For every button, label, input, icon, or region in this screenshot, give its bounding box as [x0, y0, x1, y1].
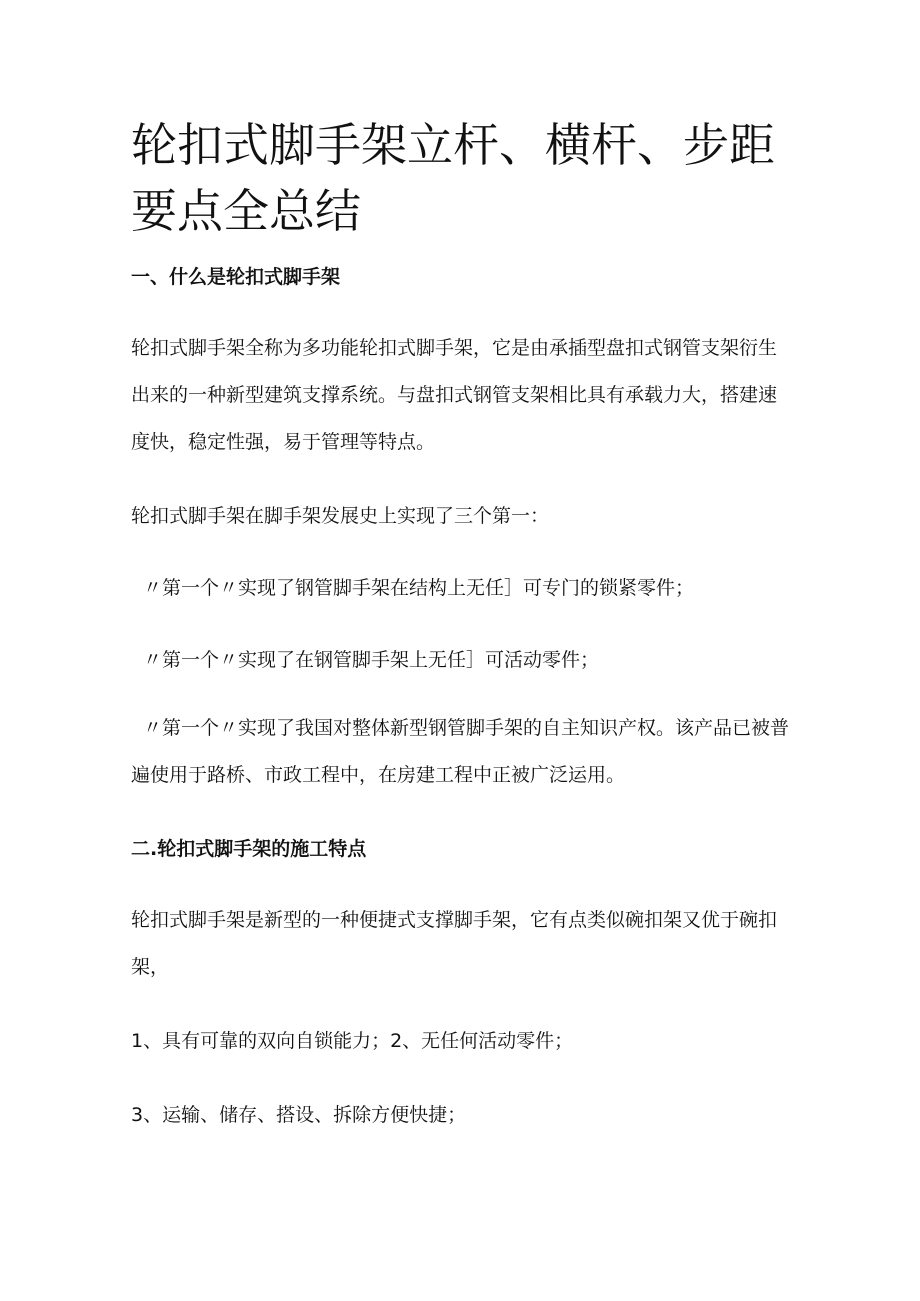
- paragraph-first-3: 〃第一个〃实现了我国对整体新型钢管脚手架的自主知识产权。该产品已被普遍使用于路桥、市政工程中，在房建工程中正被广泛运用。: [131, 717, 790, 786]
- paragraph-three-firsts-intro: 轮扣式脚手架在脚手架发展史上实现了三个第一：: [131, 505, 550, 527]
- section-heading-features: 二.轮扣式脚手架的施工特点: [131, 838, 367, 860]
- paragraph-first-2: 〃第一个〃实现了在钢管脚手架上无任］可活动零件；: [143, 649, 600, 671]
- paragraph-feature-1-2: 1、具有可靠的双向自锁能力；2、无任何活动零件；: [131, 1030, 574, 1052]
- paragraph-features-intro: 轮扣式脚手架是新型的一种便捷式支撑脚手架，它有点类似碗扣架又优于碗扣架，: [131, 909, 778, 978]
- paragraph-first-1: 〃第一个〃实现了钢管脚手架在结构上无任］可专门的锁紧零件；: [143, 577, 695, 599]
- paragraph-definition: 轮扣式脚手架全称为多功能轮扣式脚手架，它是由承插型盘扣式钢管支架衍生出来的一种新型建筑支撑系统。与盘扣式钢管支架相比具有承载力大，搭建速度快，稳定性强，易于管理等特点。: [131, 337, 778, 453]
- paragraph-feature-3: 3、运输、储存、搭设、拆除方便快捷；: [131, 1104, 467, 1126]
- document-title: 轮扣式脚手架立杆、横杆、步距要点全总结: [131, 118, 775, 238]
- section-heading-what-is: 一、什么是轮扣式脚手架: [131, 266, 341, 288]
